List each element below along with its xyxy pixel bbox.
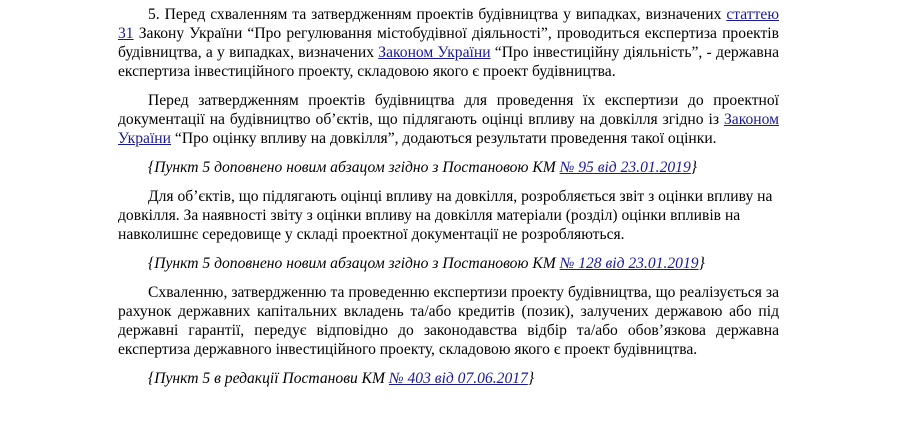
paragraph-text: Для об’єктів, що підлягають оцінці впливу на довкілля, розробляється звіт з оцінки впливу на довкілля. За наявності звіту з оцінки впливу на довкілля матеріали (розділ) оцінки впливів на навколишнє середовище у складі проектної документації не розробляються. [118,188,773,243]
paragraph-5-main [118,5,779,81]
paragraph-text: “Про інвестиційну діяльність”, - державна експертиза інвестиційного проекту, складовою якого є проект будівництва. [118,44,779,80]
paragraph-text: “Про оцінку впливу на довкілля”, додаються результати проведення такої оцінки. [171,130,717,147]
resolution-95-link[interactable]: № 95 від 23.01.2019 [559,159,691,176]
amendment-note-3 [118,369,779,388]
document-body [118,5,779,398]
note-text: } [690,159,698,176]
paragraph-text: Схваленню, затвердженню та проведенню експертизи проекту будівництва, що реалізується за рахунок державних капітальних вкладень та/або кредитів (позик), залучених державою або під державні гарантії, передує відповідно до законодавства відбір та/або обов’язкова державна експертиза державного інвестиційного проекту, складовою якого є проект будівництва. [118,284,779,358]
paragraph-environment-report [118,187,779,244]
environment-law-link[interactable]: Законом України [118,111,779,147]
resolution-128-link[interactable]: № 128 від 23.01.2019 [559,255,699,272]
note-text: } [698,255,705,272]
paragraph-text: Закону України “Про регулювання містобудівної діяльності”, проводиться експертиза проектів будівництва, а у випадках, визначених [118,25,779,61]
article-31-link[interactable]: статтею 31 [118,6,779,42]
resolution-403-link[interactable]: № 403 від 07.06.2017 [388,370,528,387]
note-text: } [527,370,535,387]
paragraph-environment-assessment [118,91,779,148]
note-text: {Пункт 5 доповнено новим абзацом згідно з Постановою КМ [148,159,560,176]
amendment-note-2 [118,254,779,273]
amendment-note-1 [118,158,779,177]
investment-law-link[interactable]: Законом України [378,44,491,61]
paragraph-state-investment [118,283,779,359]
note-text: {Пункт 5 доповнено новим абзацом згідно з Постановою КМ [148,255,560,272]
note-text: {Пункт 5 в редакції Постанови КМ [148,370,389,387]
paragraph-text: Перед затвердженням проектів будівництва для проведення їх експертизи до проектної документації на будівництво об’єктів, що підлягають оцінці впливу на довкілля згідно із [118,92,779,128]
paragraph-text: 5. Перед схваленням та затвердженням проектів будівництва у випадках, визначених [148,6,727,23]
